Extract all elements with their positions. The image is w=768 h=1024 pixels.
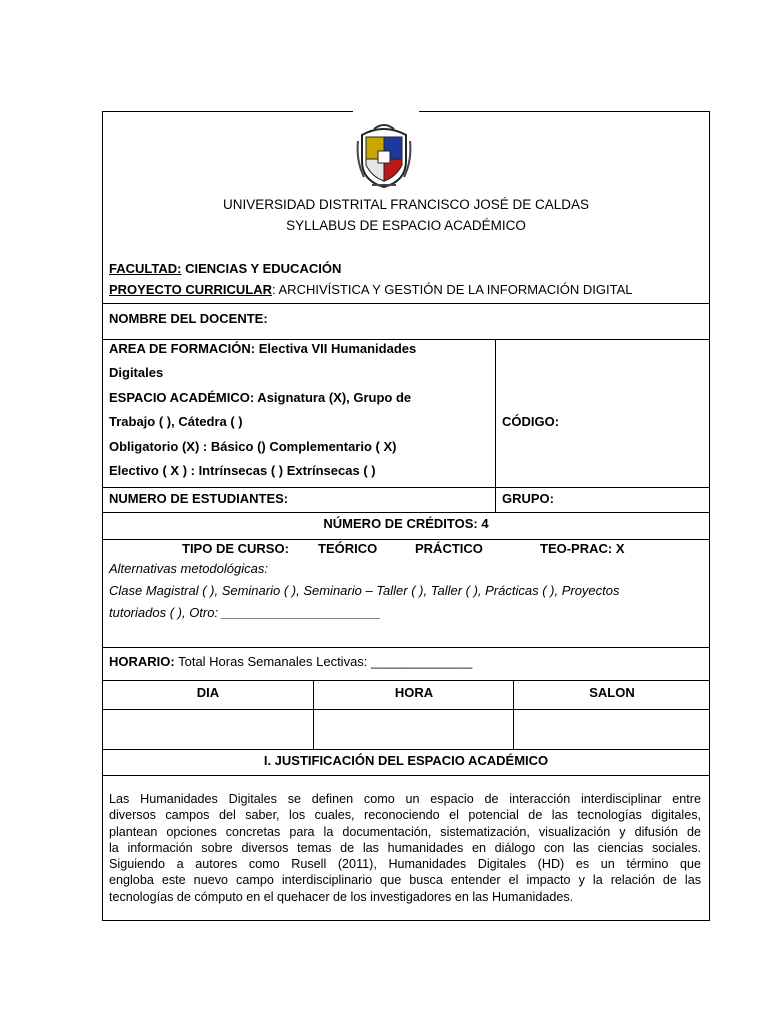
divider	[102, 339, 710, 340]
horario-row	[109, 654, 472, 670]
divider	[102, 749, 710, 750]
area-line-2: Digitales	[109, 365, 164, 380]
table-header-dia: DIA	[196, 685, 220, 700]
divider	[102, 487, 710, 488]
docente-label: NOMBRE DEL DOCENTE:	[109, 311, 268, 326]
proyecto-row	[109, 282, 632, 298]
area-line-6: Electivo ( X ) : Intrínsecas ( ) Extrínsecas ( )	[109, 463, 376, 478]
divider	[102, 303, 710, 304]
paragraph-line: Las Humanidades Digitales se definen como un espacio de interacción interdisciplinar entre	[109, 792, 701, 806]
paragraph-line: plantean opciones concretas para la documentación, sistematización, visualización y difusión de	[109, 824, 701, 839]
facultad-row	[109, 261, 341, 277]
justificacion-paragraph	[109, 791, 701, 905]
divider	[102, 709, 710, 710]
practico-label: PRÁCTICO	[415, 541, 483, 556]
teorico-label: TEÓRICO	[318, 541, 378, 556]
proyecto-label: PROYECTO CURRICULAR	[109, 282, 272, 297]
divider	[102, 539, 710, 540]
university-crest-icon	[354, 121, 414, 189]
opciones-line-1: Clase Magistral ( ), Seminario ( ), Seminario – Taller ( ), Taller ( ), Prácticas ( ), Proyectos	[109, 583, 620, 598]
grupo-label: GRUPO:	[502, 491, 554, 506]
opciones-line-2: tutoriados ( ), Otro: ______________________	[109, 605, 381, 620]
column-divider	[513, 680, 514, 749]
horario-value: Total Horas Semanales Lectivas: ______________	[174, 654, 473, 669]
frame-gap	[353, 108, 419, 114]
proyecto-value: : ARCHIVÍSTICA Y GESTIÓN DE LA INFORMACIÓN DIGITAL	[272, 282, 633, 297]
document-subtitle: SYLLABUS DE ESPACIO ACADÉMICO	[286, 218, 526, 233]
divider	[102, 647, 710, 648]
creditos-label: NÚMERO DE CRÉDITOS: 4	[323, 516, 489, 531]
table-header-hora: HORA	[394, 685, 434, 700]
codigo-label: CÓDIGO:	[502, 414, 560, 429]
area-line-4: Trabajo ( ), Cátedra ( )	[109, 414, 243, 429]
table-header-salon: SALON	[589, 685, 635, 700]
horario-label: HORARIO:	[109, 654, 175, 669]
area-line-1: AREA DE FORMACIÓN: Electiva VII Humanidades	[109, 341, 417, 356]
facultad-value: CIENCIAS Y EDUCACIÓN	[181, 261, 342, 276]
paragraph-line: engloba este nuevo campo interdisciplinario que busca entender el impacto y la relación de las	[109, 873, 701, 888]
paragraph-line: la información sobre diversos temas de las humanidades en diálogo con las ciencias sociales.	[109, 840, 701, 855]
column-divider	[313, 680, 314, 749]
paragraph-line: tecnologías de cómputo en el quehacer de los investigadores en las Humanidades.	[109, 889, 574, 904]
divider	[102, 680, 710, 681]
paragraph-line: Siguiendo a autores como Rusell (2011), Humanidades Digitales (HD) es un término que	[109, 857, 701, 872]
university-name: UNIVERSIDAD DISTRITAL FRANCISCO JOSÉ DE CALDAS	[222, 197, 590, 212]
area-line-3: ESPACIO ACADÉMICO: Asignatura (X), Grupo de	[109, 390, 412, 405]
teoprac-label: TEO-PRAC: X	[540, 541, 625, 556]
tipo-curso-label: TIPO DE CURSO:	[182, 541, 289, 556]
area-line-5: Obligatorio (X) : Básico () Complementario ( X)	[109, 439, 397, 454]
divider	[102, 512, 710, 513]
facultad-label: FACULTAD:	[109, 261, 182, 276]
alternativas-label: Alternativas metodológicas:	[109, 561, 268, 576]
divider	[102, 775, 710, 776]
justificacion-title: I. JUSTIFICACIÓN DEL ESPACIO ACADÉMICO	[263, 753, 549, 768]
estudiantes-label: NUMERO DE ESTUDIANTES:	[109, 491, 289, 506]
paragraph-line: diversos campos del saber, los cuales, reconociendo el potencial de las tecnologías digitales,	[109, 808, 701, 823]
